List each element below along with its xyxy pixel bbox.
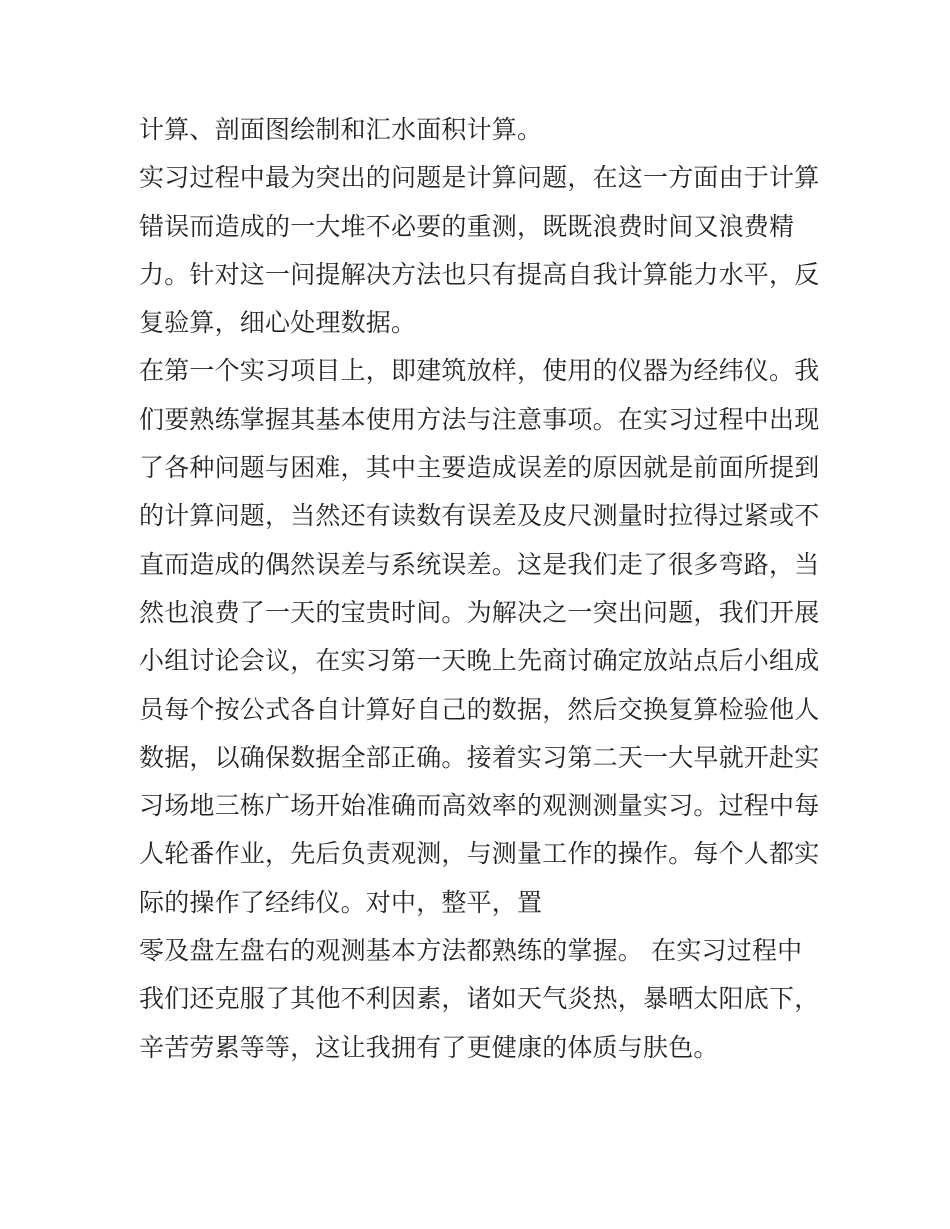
body-text xyxy=(139,106,819,1072)
text-line: 力。针对这一问提解决方法也只有提高自我计算能力水平，反 xyxy=(139,259,820,289)
text-line: 小组讨论会议，在实习第一天晚上先商讨确定放站点后小组成 xyxy=(139,646,820,676)
text-line: 在第一个实习项目上，即建筑放样，使用的仪器为经纬仪。我 xyxy=(139,356,820,386)
text-line: 员每个按公式各自计算好自己的数据，然后交换复算检验他人 xyxy=(139,694,820,724)
text-line: 计算、剖面图绘制和汇水面积计算。 xyxy=(139,115,543,144)
text-line: 零及盘左盘右的观测基本方法都熟练的掌握。 在实习过程中 xyxy=(139,936,803,966)
text-line: 们要熟练掌握其基本使用方法与注意事项。在实习过程中出现 xyxy=(139,404,820,434)
text-line: 复验算，细心处理数据。 xyxy=(139,308,417,338)
text-line: 实习过程中最为突出的问题是计算问题，在这一方面由于计算 xyxy=(139,163,820,193)
text-line: 的计算问题，当然还有读数有误差及皮尺测量时拉得过紧或不 xyxy=(139,501,820,531)
text-line: 辛苦劳累等等，这让我拥有了更健康的体质与肤色。 xyxy=(139,1032,719,1062)
text-line: 然也浪费了一天的宝贵时间。为解决之一突出问题，我们开展 xyxy=(139,597,820,627)
text-line: 数据，以确保数据全部正确。接着实习第二天一大早就开赴实 xyxy=(139,742,820,772)
text-line: 我们还克服了其他不利因素，诸如天气炎热，暴晒太阳底下， xyxy=(139,984,820,1014)
text-line: 习场地三栋广场开始准确而高效率的观测测量实习。过程中每 xyxy=(139,791,820,821)
text-line: 人轮番作业，先后负责观测，与测量工作的操作。每个人都实 xyxy=(139,839,820,869)
text-line: 错误而造成的一大堆不必要的重测，既既浪费时间又浪费精 xyxy=(139,211,795,241)
text-line: 了各种问题与困难，其中主要造成误差的原因就是前面所提到 xyxy=(139,453,820,483)
text-line: 直而造成的偶然误差与系统误差。这是我们走了很多弯路，当 xyxy=(139,549,820,579)
text-line: 际的操作了经纬仪。对中，整平，置 xyxy=(139,887,543,917)
